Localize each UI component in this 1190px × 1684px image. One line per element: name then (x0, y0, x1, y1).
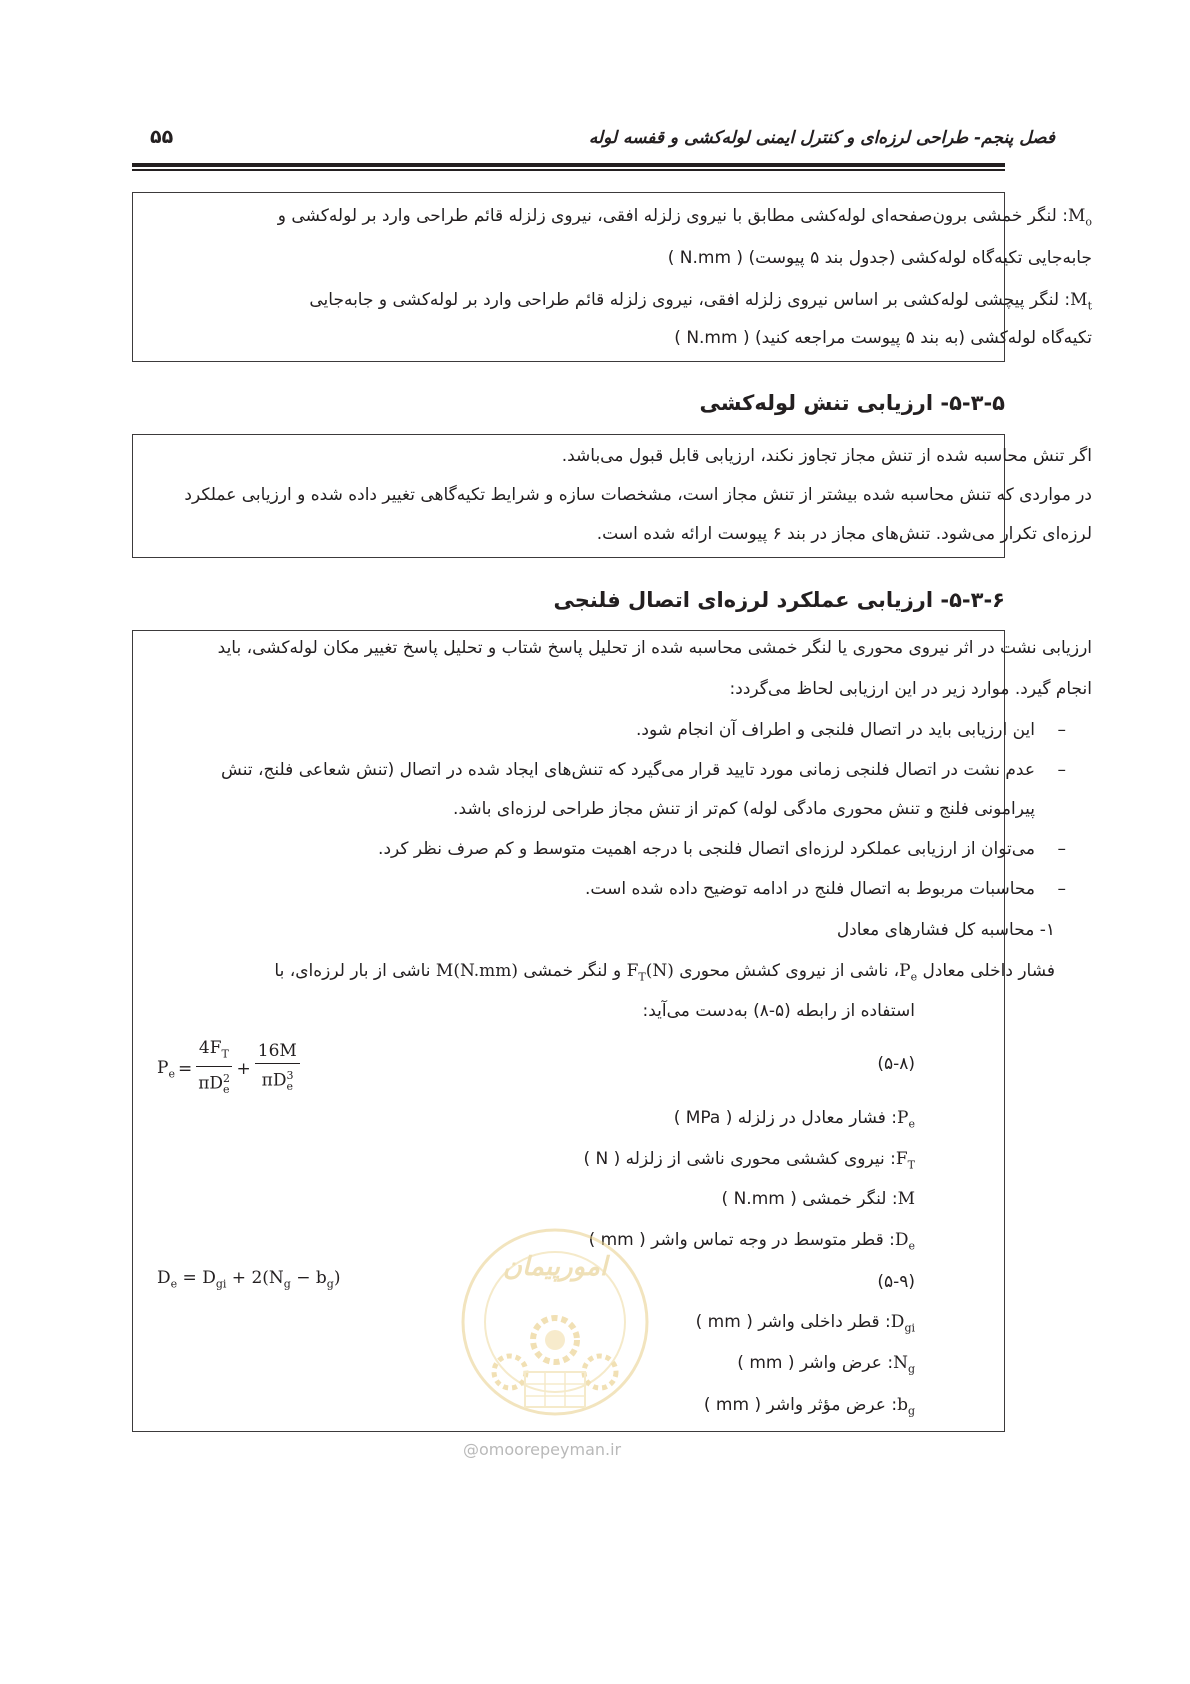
watermark-site: @omoorepeyman.ir (463, 1440, 622, 1459)
def-m: M: لنگر خمشی ( N.mm ) (721, 1189, 915, 1209)
mt-definition-line2: تکیه‌گاه لوله‌کشی (به بند ۵ پیوست مراجعه کنید) ( N.mm ) (674, 328, 1092, 348)
mo-definition-line1: $M_o$: لنگر خمشی برون‌صفحه‌ای لوله‌کشی مطابق با نیروی زلزله افقی، نیروی زلزله قائم طراحی وارد بر لوله‌کشی و (277, 206, 1092, 229)
mo-definition-line2: جابه‌جایی تکیه‌گاه لوله‌کشی (جدول بند ۵ پیوست) ( N.mm ) (667, 248, 1092, 268)
stress-line-1: اگر تنش محاسبه شده از تنش مجاز تجاوز نکند، ارزیابی قابل قبول می‌باشد. (561, 446, 1092, 466)
bullet-1: این ارزیابی باید در اتصال فلنجی و اطراف آن انجام شود. (635, 720, 1035, 740)
watermark-seal (455, 1222, 655, 1422)
section-heading-5-3-5: ۵-۳-۵- ارزیابی تنش لوله‌کشی (699, 391, 1005, 415)
def-pe: $P_e$: فشار معادل در زلزله ( MPa ) (673, 1108, 915, 1131)
bullet-dash: – (1057, 720, 1066, 740)
header-rule-thick (132, 163, 1005, 167)
at-icon: @ (463, 1440, 479, 1459)
def-dgi: $D_{gi}$: قطر داخلی واشر ( mm ) (695, 1312, 915, 1335)
equation-5-9-number: (۵-۹) (877, 1272, 915, 1292)
chapter-title: فصل پنجم- طراحی لرزه‌ای و کنترل ایمنی لوله‌کشی و قفسه لوله (588, 128, 1055, 148)
equation-5-9: $D_e = D_{gi} + 2(N_g - b_g)$ (157, 1268, 341, 1291)
intro-line-2: انجام گیرد. موارد زیر در این ارزیابی لحاظ می‌گردد: (729, 679, 1092, 699)
stress-line-3: لرزه‌ای تکرار می‌شود. تنش‌های مجاز در بند ۶ پیوست ارائه شده است. (596, 524, 1092, 544)
stress-line-2: در مواردی که تنش محاسبه شده بیشتر از تنش مجاز است، مشخصات سازه و شرایط تکیه‌گاهی تغییر داده شده و ارزیابی عملکرد (184, 485, 1092, 505)
ft-symbol: $F_T(N)$ (626, 961, 674, 984)
bullet-dash: – (1057, 839, 1066, 859)
section-heading-5-3-6: ۵-۳-۶- ارزیابی عملکرد لرزه‌ای اتصال فلنجی (553, 588, 1005, 612)
mt-symbol: $M_t$ (1070, 290, 1092, 313)
bullet-2-line1: عدم نشت در اتصال فلنجی زمانی مورد تایید قرار می‌گیرد که تنش‌های ایجاد شده در اتصال (تنش شعاعی فلنج، تنش (221, 760, 1035, 780)
header-rule-thin (132, 169, 1005, 171)
def-de: $D_e$: قطر متوسط در وجه تماس واشر ( mm ) (588, 1230, 915, 1253)
pe-symbol: $P_e$ (899, 961, 918, 984)
page-number: ۵۵ (150, 126, 174, 148)
bullet-dash: – (1057, 879, 1066, 899)
bullet-3: می‌توان از ارزیابی عملکرد لرزه‌ای اتصال فلنجی با درجه اهمیت متوسط و کم صرف نظر کرد. (378, 839, 1035, 859)
pressure-paragraph-line2: استفاده از رابطه (۵-۸) به‌دست می‌آید: (642, 1001, 915, 1021)
pressure-paragraph-line1: فشار داخلی معادل $P_e،$ ناشی از نیروی کشش محوری $F_T(N)$ و لنگر خمشی M(N.mm) ناشی از بار لرزه‌ای، با (274, 961, 1055, 984)
eq8-fraction-2: $\frac{16M}{\pi D^3_e}$ (255, 1039, 300, 1099)
def-bg: $b_g$: عرض مؤثر واشر ( mm ) (703, 1395, 915, 1418)
equation-5-8: $P_e$ = $\frac{4F_T}{\pi D^2_e}$ + $\frac{16M}{\pi D^3_e}$ (157, 1036, 300, 1102)
mt-definition-line1: $M_t$: لنگر پیچشی لوله‌کشی بر اساس نیروی زلزله افقی، نیروی زلزله قائم طراحی وارد بر لوله‌کشی و جابه‌جایی (309, 290, 1092, 313)
seal-text: امورپیمان (502, 1252, 608, 1282)
bullet-4: محاسبات مربوط به اتصال فلنج در ادامه توضیح داده شده است. (585, 879, 1035, 899)
bullet-dash: – (1057, 760, 1066, 780)
mo-symbol: $M_o$ (1067, 206, 1092, 229)
bullet-2-line2: پیرامونی فلنج و تنش محوری مادگی لوله) کم‌تر از تنش مجاز طراحی لرزه‌ای باشد. (453, 799, 1035, 819)
def-ft: $F_T$: نیروی کششی محوری ناشی از زلزله ( N ) (583, 1149, 915, 1172)
eq8-lhs: $P_e$ (157, 1058, 175, 1081)
equation-5-8-number: (۵-۸) (877, 1054, 915, 1074)
eq8-fraction-1: $\frac{4F_T}{\pi D^2_e}$ (195, 1036, 232, 1102)
step-1-title: ۱- محاسبه کل فشارهای معادل (836, 920, 1055, 940)
m-symbol: M(N.mm) (435, 961, 519, 981)
def-ng: $N_g$: عرض واشر ( mm ) (737, 1353, 915, 1376)
intro-line-1: ارزیابی نشت در اثر نیروی محوری یا لنگر خمشی محاسبه شده از تحلیل پاسخ شتاب و تحلیل پاسخ تغییر مکان لوله‌کشی، باید (217, 638, 1092, 658)
